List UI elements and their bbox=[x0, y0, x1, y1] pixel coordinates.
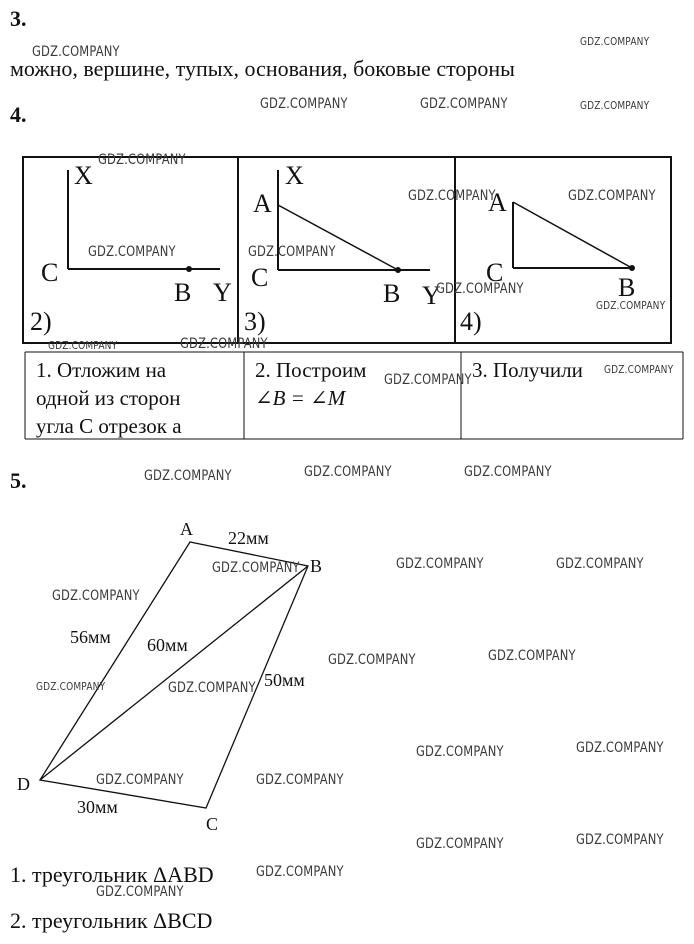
watermark: GDZ.COMPANY bbox=[464, 464, 552, 480]
watermark: GDZ.COMPANY bbox=[98, 152, 186, 168]
panel2-step: 2) bbox=[30, 307, 52, 336]
step2-line1: 2. Построим bbox=[255, 358, 367, 382]
watermark: GDZ.COMPANY bbox=[212, 560, 300, 576]
step1-line1: 1. Отложим на bbox=[36, 358, 167, 382]
panel4-label-b: B bbox=[618, 273, 636, 302]
panel3-point-b bbox=[395, 267, 401, 273]
panel3-label-b: B bbox=[383, 279, 401, 308]
vertex-label-b: B bbox=[310, 556, 323, 576]
watermark: GDZ.COMPANY bbox=[52, 588, 140, 604]
panel3-segment-ab bbox=[278, 205, 398, 270]
panel2-label-y: Y bbox=[213, 278, 232, 307]
table-cell-step2 bbox=[255, 356, 366, 412]
step2-formula: ∠B = ∠M bbox=[255, 386, 346, 410]
watermark: GDZ.COMPANY bbox=[248, 244, 336, 260]
watermark: GDZ.COMPANY bbox=[436, 281, 524, 297]
panel4-side-ab bbox=[513, 202, 632, 268]
answer-line-2: 2. треугольник ΔBCD bbox=[10, 908, 213, 933]
watermark: GDZ.COMPANY bbox=[596, 299, 666, 312]
step1-line3: угла С отрезок а bbox=[36, 414, 182, 438]
panel4-label-a: A bbox=[488, 188, 507, 217]
watermark: GDZ.COMPANY bbox=[96, 772, 184, 788]
measure-bc: 50мм bbox=[264, 670, 305, 690]
watermark: GDZ.COMPANY bbox=[180, 336, 268, 352]
watermark: GDZ.COMPANY bbox=[328, 652, 416, 668]
table-cell-step1 bbox=[36, 356, 182, 440]
panel2-label-x: X bbox=[74, 161, 93, 190]
quadrilateral-figure bbox=[0, 510, 360, 840]
measure-ab: 22мм bbox=[228, 528, 269, 548]
section-3-number: 3. bbox=[10, 6, 27, 31]
watermark: GDZ.COMPANY bbox=[408, 188, 496, 204]
watermark: GDZ.COMPANY bbox=[576, 832, 664, 848]
panel2-label-b: B bbox=[174, 278, 192, 307]
vertex-label-d: D bbox=[17, 774, 30, 794]
panel4-step: 4) bbox=[460, 307, 482, 336]
watermark: GDZ.COMPANY bbox=[396, 556, 484, 572]
section-5-number: 5. bbox=[10, 468, 27, 493]
watermark: GDZ.COMPANY bbox=[32, 44, 120, 60]
panel3-label-y: Y bbox=[422, 281, 441, 310]
vertex-label-a: A bbox=[180, 519, 193, 539]
watermark: GDZ.COMPANY bbox=[144, 468, 232, 484]
watermark: GDZ.COMPANY bbox=[576, 740, 664, 756]
watermark: GDZ.COMPANY bbox=[48, 339, 118, 352]
answer-line-1: 1. треугольник ΔABD bbox=[10, 862, 214, 887]
watermark: GDZ.COMPANY bbox=[556, 556, 644, 572]
step3-line1: 3. Получили bbox=[472, 358, 583, 382]
panel3-step: 3) bbox=[244, 307, 266, 336]
watermark: GDZ.COMPANY bbox=[256, 772, 344, 788]
watermark: GDZ.COMPANY bbox=[36, 680, 106, 693]
section-3-answer: можно, вершине, тупых, основания, боковые стороны bbox=[10, 56, 515, 81]
panel3-label-x: X bbox=[285, 161, 304, 190]
table-cell-step3 bbox=[472, 356, 583, 384]
panel2-label-c: C bbox=[41, 258, 59, 287]
watermark: GDZ.COMPANY bbox=[260, 96, 348, 112]
measure-ad: 56мм bbox=[70, 627, 111, 647]
watermark: GDZ.COMPANY bbox=[580, 99, 650, 112]
measure-dc: 30мм bbox=[77, 797, 118, 817]
watermark: GDZ.COMPANY bbox=[416, 836, 504, 852]
vertex-label-c: C bbox=[206, 814, 219, 834]
watermark: GDZ.COMPANY bbox=[568, 188, 656, 204]
watermark: GDZ.COMPANY bbox=[168, 680, 256, 696]
panel4-label-c: C bbox=[486, 258, 504, 287]
watermark: GDZ.COMPANY bbox=[488, 648, 576, 664]
watermark: GDZ.COMPANY bbox=[420, 96, 508, 112]
panel3-label-a: A bbox=[253, 189, 272, 218]
watermark: GDZ.COMPANY bbox=[304, 464, 392, 480]
watermark: GDZ.COMPANY bbox=[384, 372, 472, 388]
watermark: GDZ.COMPANY bbox=[580, 35, 650, 48]
panel4-point-b bbox=[629, 265, 635, 271]
watermark: GDZ.COMPANY bbox=[256, 864, 344, 880]
section-4-number: 4. bbox=[10, 102, 27, 127]
watermark: GDZ.COMPANY bbox=[416, 744, 504, 760]
measure-db: 60мм bbox=[147, 635, 188, 655]
panel2-point-b bbox=[186, 266, 192, 272]
watermark: GDZ.COMPANY bbox=[604, 363, 674, 376]
watermark: GDZ.COMPANY bbox=[88, 244, 176, 260]
watermark: GDZ.COMPANY bbox=[96, 884, 184, 900]
step1-line2: одной из сторон bbox=[36, 386, 181, 410]
panel3-label-c: C bbox=[251, 263, 269, 292]
